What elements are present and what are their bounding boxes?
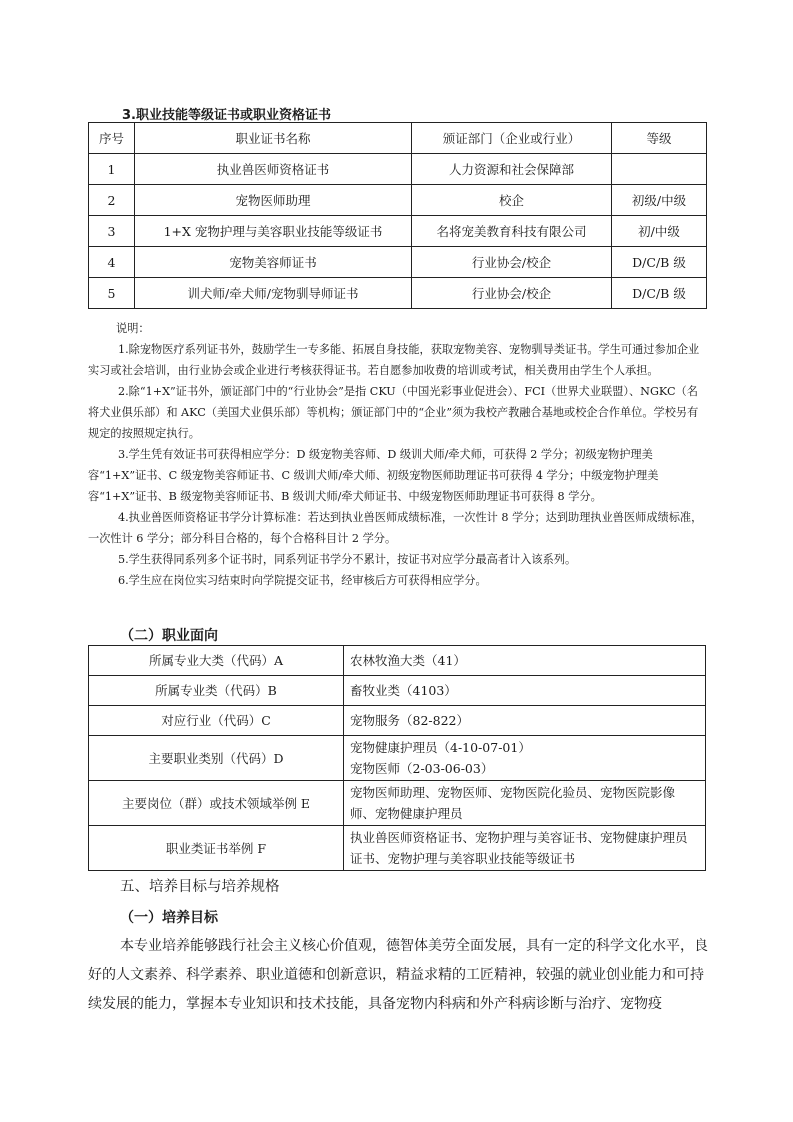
career-value (344, 706, 706, 736)
section-title-certificates: 3.职业技能等级证书或职业资格证书 (122, 108, 331, 123)
table-row (89, 216, 707, 247)
table-cell: 训犬师/牵犬师/宠物驯导师证书 (135, 278, 412, 309)
table-row (89, 736, 706, 781)
section-title-career: （二）职业面向 (120, 628, 218, 644)
career-value-line: 宠物医师助理、宠物医师、宠物医院化验员、宠物医院影像师、宠物健康护理员 (350, 785, 676, 821)
career-key: 对应行业（代码）C (89, 706, 344, 736)
table-cell: 初级/中级 (612, 185, 707, 216)
table-row (89, 781, 706, 826)
career-key: 职业类证书举例 F (89, 826, 344, 871)
career-table (88, 645, 706, 871)
note-item: 5.学生获得同系列多个证书时，同系列证书学分不累计，按证书对应学分最高者计入该系列。 (118, 553, 577, 566)
table-cell: 1 (89, 154, 135, 185)
table-cell: 2 (89, 185, 135, 216)
career-key: 主要岗位（群）或技术领域举例 E (89, 781, 344, 826)
goals-paragraph (88, 932, 708, 1019)
career-value-line: 宠物医师（2-03-06-03） (350, 761, 494, 776)
header-cell: 等级 (612, 123, 707, 154)
career-value-line: 宠物服务（82-822） (350, 713, 469, 728)
table-cell: 执业兽医师资格证书 (135, 154, 412, 185)
table-cell: 行业协会/校企 (412, 278, 612, 309)
notes-lead: 说明： (116, 322, 150, 335)
section-title-training: 五、培养目标与培养规格 (120, 879, 280, 895)
table-cell: 行业协会/校企 (412, 247, 612, 278)
certificate-table (88, 122, 707, 309)
career-key: 主要职业类别（代码）D (89, 736, 344, 781)
table-row (89, 185, 707, 216)
table-cell: 4 (89, 247, 135, 278)
career-key: 所属专业大类（代码）A (89, 646, 344, 676)
career-value (344, 736, 706, 781)
table-cell: 3 (89, 216, 135, 247)
table-cell: 5 (89, 278, 135, 309)
table-cell (612, 154, 707, 185)
table-cell: 宠物医师助理 (135, 185, 412, 216)
table-cell: 校企 (412, 185, 612, 216)
note-item: 3.学生凭有效证书可获得相应学分：D 级宠物美容师、D 级训犬师/牵犬师，可获得 2 学分；初级宠物护理美容“1+X”证书、C 级宠物美容师证书、C 级训犬师/牵犬师、初级宠物医师助理证书可获得 4 学分；中级宠物护理美容“1+X”证书、B 级宠物美容师证书、B 级训犬师/牵犬师证书、中级宠物医师助理证书可获得 8 学分。 (88, 448, 659, 503)
header-cell: 序号 (89, 123, 135, 154)
table-header-row (89, 123, 707, 154)
note-item: 4.执业兽医师资格证书学分计算标准：若达到执业兽医师成绩标准，一次性计 8 学分；达到助理执业兽医师成绩标准，一次性计 6 学分；部分科目合格的，每个合格科目计 2 学分。 (88, 511, 703, 545)
table-row (89, 646, 706, 676)
table-cell: D/C/B 级 (612, 247, 707, 278)
note-item: 1.除宠物医疗系列证书外，鼓励学生一专多能、拓展自身技能，获取宠物美容、宠物驯导类证书。学生可通过参加企业实习或社会培训，由行业协会或企业进行考核获得证书。若自愿参加收费的培训或考试，相关费用由学生个人承担。 (88, 343, 700, 377)
section-title-goals: （一）培养目标 (120, 910, 218, 926)
career-value (344, 826, 706, 871)
table-cell: 1+X 宠物护理与美容职业技能等级证书 (135, 216, 412, 247)
paragraph-text: 本专业培养能够践行社会主义核心价值观，德智体美劳全面发展，具有一定的科学文化水平，良好的人文素养、科学素养、职业道德和创新意识，精益求精的工匠精神，较强的就业创业能力和可持续发展的能力，掌握本专业知识和技术技能，具备宠物内科病和外产科病诊断与治疗、宠物疫 (88, 938, 708, 1012)
table-cell: 初/中级 (612, 216, 707, 247)
table-row (89, 706, 706, 736)
career-value (344, 781, 706, 826)
career-value-line: 畜牧业类（4103） (350, 683, 457, 698)
career-value (344, 646, 706, 676)
table-row (89, 278, 707, 309)
table-row (89, 826, 706, 871)
career-value-line: 执业兽医师资格证书、宠物护理与美容证书、宠物健康护理员证书、宠物护理与美容职业技能等级证书 (350, 830, 688, 866)
header-cell: 颁证部门（企业或行业） (412, 123, 612, 154)
table-cell: 宠物美容师证书 (135, 247, 412, 278)
career-value (344, 676, 706, 706)
table-cell: 名将宠美教育科技有限公司 (412, 216, 612, 247)
table-row (89, 676, 706, 706)
note-item: 6.学生应在岗位实习结束时向学院提交证书，经审核后方可获得相应学分。 (118, 574, 487, 587)
career-value-line: 宠物健康护理员（4-10-07-01） (350, 740, 531, 755)
table-row (89, 154, 707, 185)
table-cell: 人力资源和社会保障部 (412, 154, 612, 185)
header-cell: 职业证书名称 (135, 123, 412, 154)
career-value-line: 农林牧渔大类（41） (350, 653, 466, 668)
table-cell: D/C/B 级 (612, 278, 707, 309)
note-item: 2.除“1+X”证书外，颁证部门中的“行业协会”是指 CKU（中国光彩事业促进会）、FCI（世界犬业联盟）、NGKC（名将犬业俱乐部）和 AKC（美国犬业俱乐部）等机构；颁证部门中的“企业”须为我校产教融合基地或校企合作单位。学校另有规定的按照规定执行。 (88, 385, 699, 440)
table-row (89, 247, 707, 278)
certificate-notes (88, 318, 706, 591)
career-key: 所属专业类（代码）B (89, 676, 344, 706)
